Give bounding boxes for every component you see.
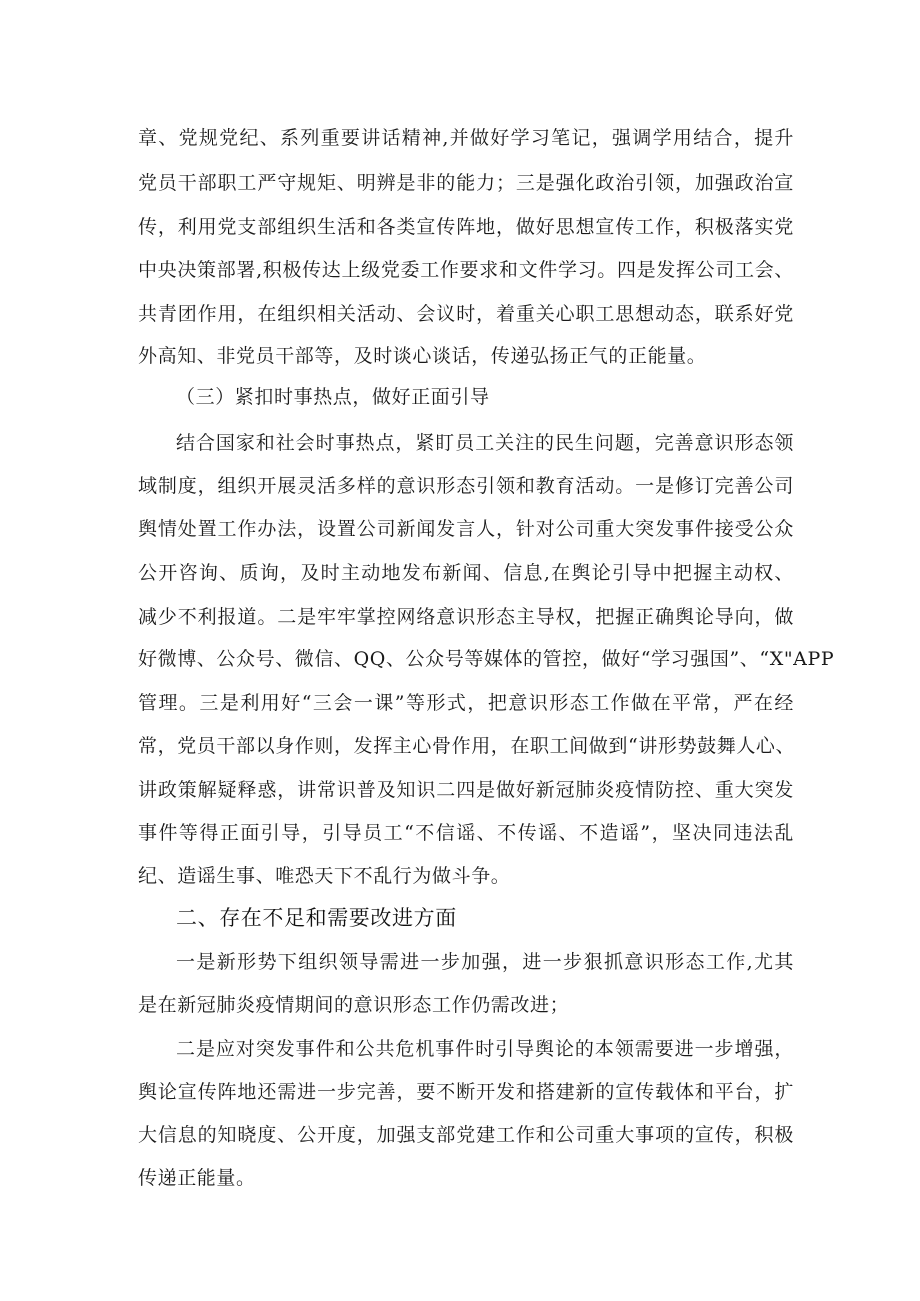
- paragraph-line: 中央决策部署,积极传达上级党委工作要求和文件学习。四是发挥公司工会、: [138, 259, 794, 281]
- paragraph-line: 纪、造谣生事、唯恐天下不乱行为做斗争。: [138, 865, 511, 887]
- paragraph-line: 域制度，组织开展灵活多样的意识形态引领和教育活动。一是修订完善公司: [138, 475, 794, 497]
- paragraph-line: 共青团作用，在组织相关活动、会议时，着重关心职工思想动态，联系好党: [138, 303, 794, 325]
- paragraph-line: 章、党规党纪、系列重要讲话精神,并做好学习笔记，强调学用结合，提升: [138, 127, 794, 149]
- paragraph-line: 事件等得正面引导，引导员工“不信谣、不传谣、不造谣”，坚决同违法乱: [138, 822, 794, 844]
- paragraph-line: 是在新冠肺炎疫情期间的意识形态工作仍需改进；: [138, 994, 570, 1016]
- paragraph-line: 管理。三是利用好“三会一课”等形式，把意识形态工作做在平常，严在经: [138, 692, 794, 714]
- paragraph-line: 结合国家和社会时事热点，紧盯员工关注的民生问题，完善意识形态领: [176, 432, 794, 454]
- paragraph-line: 一是新形势下组织领导需进一步加强，进一步狠抓意识形态工作,尤其: [176, 951, 794, 973]
- section-heading: 二、存在不足和需要改进方面: [176, 906, 457, 930]
- paragraph-line: 减少不利报道。二是牢牢掌控网络意识形态主导权，把握正确舆论导向，做: [138, 606, 794, 628]
- paragraph-line: 公开咨询、质询，及时主动地发布新闻、信息,在舆论引导中把握主动权、: [138, 562, 794, 584]
- paragraph-line: 舆论宣传阵地还需进一步完善，要不断开发和搭建新的宣传载体和平台，扩: [138, 1081, 794, 1103]
- paragraph-line: 党员干部职工严守规矩、明辨是非的能力；三是强化政治引领，加强政治宣: [138, 172, 794, 194]
- paragraph-line: 外高知、非党员干部等，及时谈心谈话，传递弘扬正气的正能量。: [138, 345, 707, 367]
- paragraph-line: 常，党员干部以身作则，发挥主心骨作用，在职工间做到“讲形势鼓舞人心、: [138, 735, 796, 757]
- paragraph-line: 讲政策解疑释惑，讲常识普及知识二四是做好新冠肺炎疫情防控、重大突发: [138, 779, 794, 801]
- section-subheading: （三）紧扣时事热点，做好正面引导: [176, 386, 490, 408]
- paragraph-line: 传，利用党支部组织生活和各类宣传阵地，做好思想宣传工作，积极落实党: [138, 216, 794, 238]
- paragraph-line: 大信息的知晓度、公开度，加强支部党建工作和公司重大事项的宣传，积极: [138, 1124, 794, 1146]
- paragraph-line: 二是应对突发事件和公共危机事件时引导舆论的本领需要进一步增强，: [176, 1038, 794, 1060]
- paragraph-line: 舆情处置工作办法，设置公司新闻发言人，针对公司重大突发事件接受公众: [138, 518, 794, 540]
- paragraph-line: 好微博、公众号、微信、QQ、公众号等媒体的管控，做好“学习强国”、“X"APP: [138, 648, 835, 670]
- paragraph-line: 传递正能量。: [138, 1167, 256, 1189]
